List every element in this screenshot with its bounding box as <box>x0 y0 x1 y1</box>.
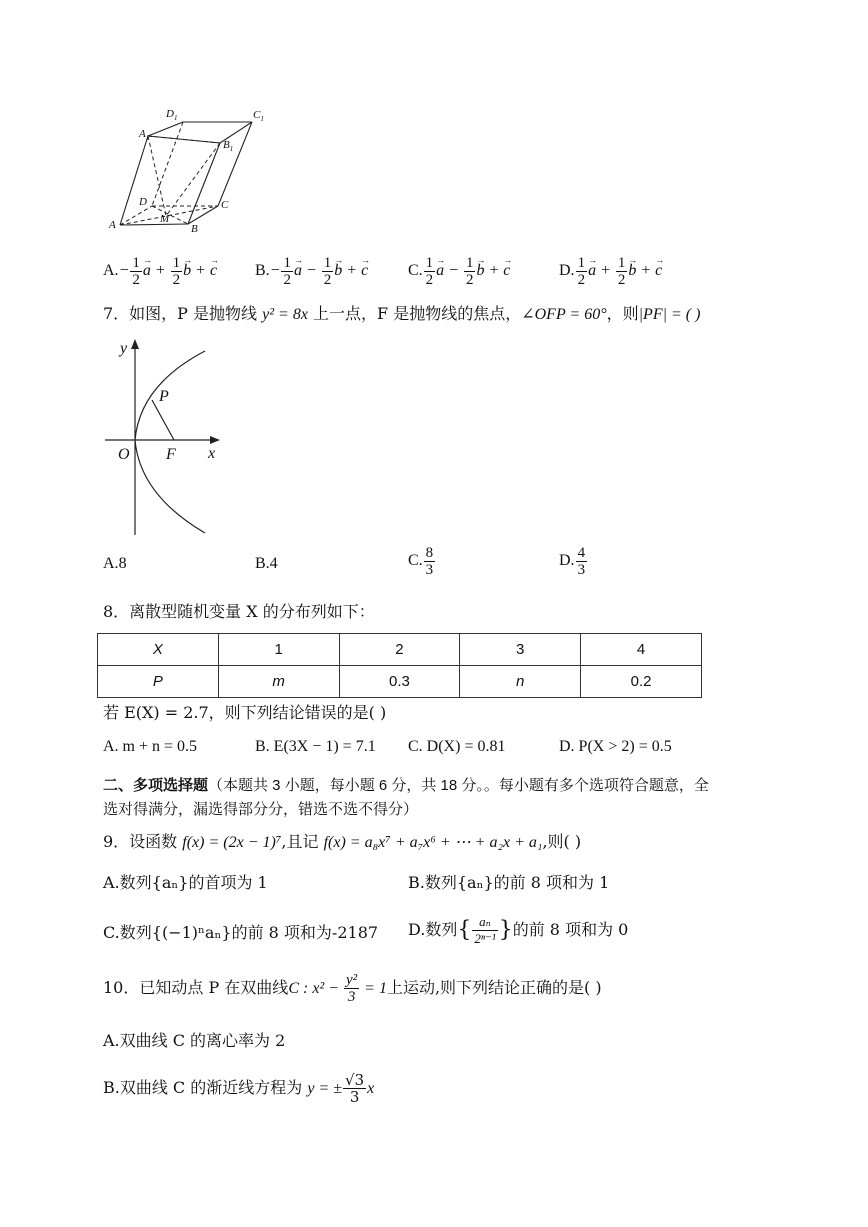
q7-option-d[interactable] <box>559 545 588 578</box>
axis-x-label: x <box>208 445 216 462</box>
q10-text-a: 10．已知动点 P 在双曲线 <box>103 978 289 997</box>
table-cell: n <box>460 666 581 698</box>
q9-option-b[interactable]: B.数列{aₙ}的前 8 项和为 1 <box>408 873 610 892</box>
operator: + <box>154 262 166 280</box>
q10-b-eq-prefix: y = ± <box>307 1080 343 1097</box>
q10-eq-prefix: C : x² − <box>288 980 344 997</box>
q9-d-prefix: D.数列 <box>408 920 458 939</box>
operator: + <box>346 262 358 280</box>
sign: − <box>269 262 281 280</box>
q7-text-a: 7．如图，P 是抛物线 <box>103 304 263 323</box>
vector-c: → c <box>503 260 510 282</box>
denominator: 2 <box>617 272 626 288</box>
vector-b: → b <box>628 260 636 282</box>
q7-option-b[interactable] <box>255 553 278 575</box>
q10-text-b: 上运动,则下列结论正确的是( ) <box>386 978 602 997</box>
table-cell: 0.2 <box>581 666 702 698</box>
table-cell: P <box>98 666 219 698</box>
q8-stem: 8．离散型随机变量 X 的分布列如下： <box>103 602 375 621</box>
origin-label: O <box>118 446 130 463</box>
numerator: aₙ <box>472 914 497 931</box>
option-value: 8 <box>118 555 127 572</box>
vector-b: → b <box>476 260 484 282</box>
q8-option-a[interactable]: A. m + n = 0.5 <box>103 738 198 755</box>
label-a1: $A_1$ <box>139 128 150 142</box>
numerator: y² <box>346 972 358 988</box>
q10-b-eq-suffix: x <box>367 1080 375 1097</box>
q9-option-c[interactable]: C.数列{(−1)ⁿaₙ}的前 8 项和为-2187 <box>103 923 379 942</box>
denominator: 2 <box>132 272 140 288</box>
q6-option-c[interactable] <box>408 255 510 288</box>
section-2-desc-line2: 选对得满分，漏选得部分分，错选不选不得分） <box>103 801 419 818</box>
q8-option-b[interactable]: B. E(3X − 1) = 7.1 <box>255 738 376 755</box>
numerator: 1 <box>132 255 140 271</box>
numerator: 1 <box>172 255 181 271</box>
option-letter: A. <box>103 555 119 572</box>
table-cell: m <box>218 666 339 698</box>
numerator: 1 <box>617 255 626 271</box>
q8-condition: 若 E(X) = 2.7，则下列结论错误的是( ) <box>103 703 387 722</box>
q7-option-a[interactable] <box>103 553 127 575</box>
denominator: 3 <box>349 1088 360 1106</box>
q7-option-c[interactable] <box>408 545 436 578</box>
q10-option-a[interactable]: A.双曲线 C 的离心率为 2 <box>103 1031 286 1050</box>
table-cell: 2 <box>339 634 460 666</box>
section-2-desc-1: （本题共 3 小题，每小题 6 分，共 18 分。。每小题有多个选项符合题意，全 <box>208 777 709 794</box>
label-b: B <box>191 223 198 235</box>
q9-text-c: ,则( ) <box>542 832 582 851</box>
label-d1: $D_1$ <box>166 108 178 122</box>
denominator: 2 <box>425 272 434 288</box>
numerator: 1 <box>425 255 434 271</box>
parallelepiped-figure <box>100 100 280 240</box>
vector-a: → a <box>294 260 302 282</box>
sign: − <box>118 262 130 280</box>
table-cell: X <box>98 634 219 666</box>
vector-c: → c <box>655 260 662 282</box>
denominator: 2 <box>465 272 474 288</box>
q7-answer-blank: |PF| = ( ) <box>638 306 701 323</box>
q10-option-b[interactable] <box>103 1072 374 1105</box>
denominator: 2 <box>577 272 586 288</box>
table-cell: 0.3 <box>339 666 460 698</box>
denominator: 3 <box>425 562 434 578</box>
section-2-header <box>103 774 709 798</box>
label-c: C <box>221 199 229 211</box>
label-d: D <box>139 196 147 208</box>
vector-b: → b <box>183 260 191 282</box>
q9-stem <box>103 831 581 854</box>
table-cell: 1 <box>218 634 339 666</box>
option-letter: C. <box>408 262 423 280</box>
operator: − <box>305 262 317 280</box>
label-m: M <box>160 213 170 225</box>
right-brace: } <box>498 917 513 943</box>
q9-text-b: ,且记 <box>281 832 324 851</box>
q8-option-c[interactable]: C. D(X) = 0.81 <box>408 738 506 755</box>
option-letter: D. <box>559 552 575 570</box>
vector-c: → c <box>361 260 368 282</box>
left-brace: { <box>457 917 472 943</box>
q6-option-b[interactable] <box>255 255 368 288</box>
numerator: 4 <box>577 545 586 561</box>
q7-text-c: ，则 <box>606 304 639 323</box>
q10-stem <box>103 972 602 1005</box>
axis-y-label: y <box>120 340 128 357</box>
operator: + <box>488 262 500 280</box>
table-row <box>98 634 702 666</box>
vector-c: → c <box>210 260 217 282</box>
numerator: √3 <box>345 1071 365 1089</box>
numerator: 8 <box>425 545 434 561</box>
table-cell: 3 <box>460 634 581 666</box>
option-letter: A. <box>103 262 119 280</box>
q8-option-d[interactable]: D. P(X > 2) = 0.5 <box>559 738 672 755</box>
q10-eq-suffix: = 1 <box>360 980 387 997</box>
option-letter: D. <box>559 262 575 280</box>
option-value: 4 <box>269 555 278 572</box>
denominator: 3 <box>347 989 356 1005</box>
distribution-table <box>97 633 702 698</box>
section-2-title: 二、多项选择题 <box>103 777 209 794</box>
denominator: 2 <box>323 272 332 288</box>
numerator: 1 <box>323 255 332 271</box>
q9-option-d[interactable] <box>408 914 628 947</box>
denominator: 2ⁿ⁻¹ <box>474 931 496 946</box>
operator: − <box>448 262 459 280</box>
denominator: 3 <box>577 562 586 578</box>
label-c1: $C_1$ <box>253 109 264 123</box>
numerator: 1 <box>283 255 291 271</box>
q9-option-a[interactable]: A.数列{aₙ}的首项为 1 <box>103 873 268 892</box>
q9-text-a: 9．设函数 <box>103 832 183 851</box>
option-letter: B. <box>255 262 270 280</box>
q9-function: f(x) = (2x − 1)⁷ <box>182 834 282 851</box>
parabola-figure <box>100 335 230 540</box>
operator: + <box>195 262 206 280</box>
option-letter: C. <box>408 552 423 570</box>
label-a: A <box>109 219 116 231</box>
q10-b-text: B.双曲线 C 的渐近线方程为 <box>103 1078 308 1097</box>
label-b1: $B_1$ <box>223 139 234 153</box>
numerator: 1 <box>577 255 586 271</box>
q7-angle: ∠OFP = 60° <box>521 306 607 323</box>
table-cell: 4 <box>581 634 702 666</box>
operator: + <box>600 262 611 280</box>
vector-a: → a <box>436 260 444 282</box>
numerator: 1 <box>465 255 474 271</box>
q6-option-d[interactable] <box>559 255 662 288</box>
vector-a: → a <box>588 260 596 282</box>
point-p-label: P <box>159 388 169 405</box>
q9-d-suffix: 的前 8 项和为 0 <box>512 920 629 939</box>
denominator: 2 <box>283 272 291 288</box>
q6-option-a[interactable] <box>103 255 217 288</box>
vector-b: → b <box>334 260 342 282</box>
denominator: 2 <box>172 272 181 288</box>
q7-text-b: 上一点，F 是抛物线的焦点， <box>307 304 522 323</box>
q7-parabola-equation: y² = 8x <box>262 306 308 323</box>
option-letter: B. <box>255 555 270 572</box>
q7-stem <box>103 303 700 326</box>
vector-a: → a <box>143 260 151 282</box>
operator: + <box>640 262 652 280</box>
table-row <box>98 666 702 698</box>
q9-expansion: f(x) = a₈x⁷ + a₇x⁶ + ⋯ + a₂x + a₁ <box>323 834 543 851</box>
focus-f-label: F <box>166 446 176 463</box>
